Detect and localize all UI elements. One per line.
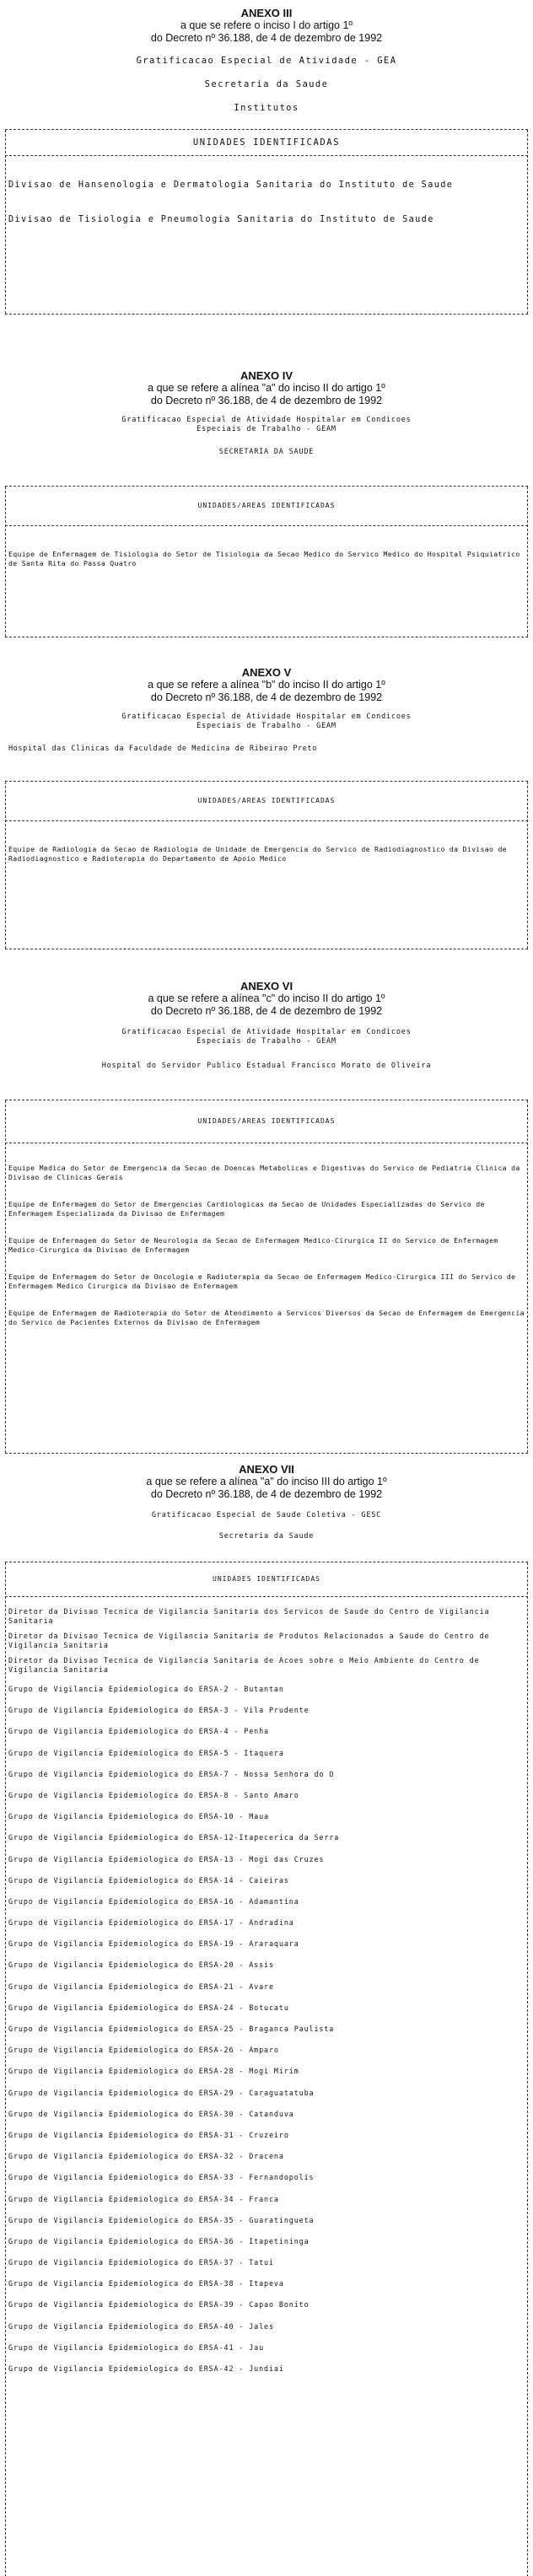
- anexo-vii-group-row: Grupo de Vigilancia Epidemiologica do ERSA-38 - Itapeva: [8, 2279, 284, 2288]
- anexo-vii-ref-line-1: a que se refere a alínea "a" do inciso III do artigo 1º: [146, 1476, 387, 1487]
- anexo-iv-ref-line-1: a que se refere a alínea "a" do inciso II do artigo 1º: [148, 382, 385, 394]
- anexo-iii-row: Divisao de Tisiologia e Pneumologia Sanitaria do Instituto de Saude: [8, 215, 434, 224]
- anexo-vii-group-row: Grupo de Vigilancia Epidemiologica do ERSA-29 - Caraguatatuba: [8, 2088, 315, 2097]
- anexo-vii-group-row: Grupo de Vigilancia Epidemiologica do ERSA-28 - Mogi Mirim: [8, 2067, 299, 2076]
- anexo-iii-ref-line-2: do Decreto nº 36.188, de 4 de dezembro de 1992: [150, 32, 383, 44]
- anexo-vii-group-row: Grupo de Vigilancia Epidemiologica do ERSA-21 - Avare: [8, 1982, 274, 1991]
- anexo-vii-group-row: Grupo de Vigilancia Epidemiologica do ERSA-36 - Itapetininga: [8, 2236, 310, 2245]
- anexo-v-ref-line-2: do Decreto nº 36.188, de 4 de dezembro de 1992: [150, 691, 383, 703]
- anexo-vi: [0, 980, 533, 1454]
- anexo-vii-title: ANEXO VII: [239, 1463, 294, 1476]
- anexo-vi-row: Equipe de Enfermagem de Radioterapia do Setor de Atendimento a Servicos Diversos da Secao de Enfermagem de Emergencia do Servico de Pacientes Externos da Divisao de Enfermagem: [8, 1309, 530, 1326]
- anexo-iv-sub-2: Especiais de Trabalho - GEAM: [197, 425, 336, 433]
- anexo-v-title: ANEXO V: [241, 666, 292, 679]
- anexo-vii-group-row: Grupo de Vigilancia Epidemiologica do ERSA-12-Itapecerica da Serra: [8, 1833, 340, 1842]
- anexo-iv-secretaria: SECRETARIA DA SAUDE: [218, 448, 315, 456]
- anexo-iii-institutos: Institutos: [234, 103, 299, 113]
- anexo-vii-group-row: Grupo de Vigilancia Epidemiologica do ERSA-8 - Santo Amaro: [8, 1790, 299, 1799]
- anexo-iii-row: Divisao de Hansenologia e Dermatologia Sanitaria do Instituto de Saude: [8, 180, 454, 190]
- anexo-vii-row: Diretor da Divisao Tecnica de Vigilancia Sanitaria de Acoes sobre o Meio Ambiente do Centro de Vigilancia Sanitaria: [8, 1656, 485, 1674]
- anexo-v-table: [5, 781, 528, 949]
- anexo-vii-subtitle: Gratificacao Especial de Saude Coletiva - GESC: [151, 1511, 382, 1519]
- anexo-vi-table-header: UNIDADES/AREAS IDENTIFICADAS: [5, 1100, 528, 1143]
- anexo-vii-group-row: Grupo de Vigilancia Epidemiologica do ERSA-2 - Butantan: [8, 1685, 284, 1693]
- anexo-vii-table-header: UNIDADES IDENTIFICADAS: [5, 1562, 528, 1597]
- anexo-iv-row: Equipe de Enfermagem de Tisiologia do Setor de Tisiologia da Secao Medico do Servico Medico do Hospital Psiquiatrico de Santa Rita do Passa Quatro: [8, 550, 525, 567]
- anexo-iii: [0, 7, 533, 315]
- anexo-vii-group-row: Grupo de Vigilancia Epidemiologica do ERSA-4 - Penha: [8, 1727, 269, 1736]
- anexo-vii-group-row: Grupo de Vigilancia Epidemiologica do ERSA-25 - Braganca Paulista: [8, 2025, 335, 2033]
- anexo-vii-group-row: Grupo de Vigilancia Epidemiologica do ERSA-3 - Vila Prudente: [8, 1706, 310, 1715]
- anexo-iv-title: ANEXO IV: [240, 369, 293, 382]
- anexo-vii-group-row: Grupo de Vigilancia Epidemiologica do ERSA-7 - Nossa Senhora do O: [8, 1769, 335, 1778]
- anexo-vii-group-row: Grupo de Vigilancia Epidemiologica do ERSA-39 - Capao Bonito: [8, 2300, 310, 2310]
- anexo-vii-group-row: Grupo de Vigilancia Epidemiologica do ERSA-31 - Cruzeiro: [8, 2130, 289, 2139]
- anexo-iii-subtitle: Gratificacao Especial de Atividade - GEA: [136, 56, 397, 66]
- anexo-vi-sub-1: Gratificacao Especial de Atividade Hospitalar em Condicoes: [121, 1028, 412, 1036]
- anexo-vii-group-row: Grupo de Vigilancia Epidemiologica do ERSA-37 - Tatui: [8, 2258, 274, 2267]
- anexo-vi-ref-line-1: a que se refere a alínea "c" do inciso II do artigo 1º: [148, 992, 385, 1004]
- anexo-vi-title: ANEXO VI: [240, 980, 293, 992]
- anexo-vii-table: [5, 1562, 528, 2576]
- anexo-vii-group-row: Grupo de Vigilancia Epidemiologica do ERSA-24 - Botucatu: [8, 2003, 289, 2012]
- anexo-v-sub-2: Especiais de Trabalho - GEAM: [197, 722, 336, 730]
- anexo-vii-group-row: Grupo de Vigilancia Epidemiologica do ERSA-42 - Jundiai: [8, 2364, 284, 2373]
- anexo-vii-row: Diretor da Divisao Tecnica de Vigilancia Sanitaria dos Servicos de Saude do Centro de Vigilancia Sanitaria: [8, 1607, 495, 1625]
- anexo-vii-group-row: Grupo de Vigilancia Epidemiologica do ERSA-30 - Catanduva: [8, 2109, 294, 2118]
- anexo-vii-group-row: Grupo de Vigilancia Epidemiologica do ERSA-17 - Andradina: [8, 1918, 294, 1928]
- anexo-iv-table-header: UNIDADES/AREAS IDENTIFICADAS: [5, 487, 528, 526]
- anexo-v: [0, 666, 533, 949]
- anexo-iii-ref-line-1: a que se refere o inciso I do artigo 1º: [180, 19, 353, 31]
- anexo-v-row: Equipe de Radiologia da Secao de Radiologia de Unidade de Emergencia do Servico de Radiodiagnostico da Divisao de Radiodiagnostico e Radioterapia do Departamento de Apoio Medico: [8, 845, 512, 863]
- anexo-vii-group-row: Grupo de Vigilancia Epidemiologica do ERSA-10 - Maua: [8, 1812, 269, 1821]
- anexo-vii-group-row: Grupo de Vigilancia Epidemiologica do ERSA-33 - Fernandopolis: [8, 2173, 315, 2182]
- anexo-iii-secretaria: Secretaria da Saude: [204, 79, 329, 89]
- anexo-vii-group-row: Grupo de Vigilancia Epidemiologica do ERSA-26 - Amparo: [8, 2046, 279, 2055]
- anexo-vii-group-row: Grupo de Vigilancia Epidemiologica do ERSA-13 - Mogi das Cruzes: [8, 1854, 325, 1863]
- anexo-vii-group-row: Grupo de Vigilancia Epidemiologica do ERSA-32 - Dracena: [8, 2152, 284, 2161]
- anexo-vii-group-row: Grupo de Vigilancia Epidemiologica do ERSA-35 - Guaratingueta: [8, 2215, 315, 2224]
- anexo-iii-table-header: UNIDADES IDENTIFICADAS: [5, 130, 528, 156]
- anexo-vi-hospital: Hospital do Servidor Publico Estadual Francisco Morato de Oliveira: [101, 1062, 432, 1070]
- anexo-vii-group-row: Grupo de Vigilancia Epidemiologica do ERSA-14 - Caieiras: [8, 1875, 289, 1885]
- anexo-vii: [0, 1463, 533, 2576]
- anexo-vi-row: Equipe Medica do Setor de Emergencia da Secao de Doencas Metabolicas e Digestivas do Servico de Pediatria Clinica da Divisao de Clinicas Gerais: [8, 1164, 525, 1181]
- anexo-v-table-header: UNIDADES/AREAS IDENTIFICADAS: [5, 782, 528, 821]
- anexo-vi-table: [5, 1100, 528, 1454]
- anexo-iv-table: [5, 486, 528, 637]
- anexo-v-sub-1: Gratificacao Especial de Atividade Hospitalar em Condicoes: [121, 713, 412, 721]
- anexo-v-ref-line-1: a que se refere a alínea "b" do inciso II do artigo 1º: [148, 679, 385, 691]
- anexo-vii-group-row: Grupo de Vigilancia Epidemiologica do ERSA-16 - Adamantina: [8, 1896, 299, 1906]
- anexo-vii-group-row: Grupo de Vigilancia Epidemiologica do ERSA-20 - Assis: [8, 1960, 274, 1970]
- anexo-vii-group-row: Grupo de Vigilancia Epidemiologica do ERSA-41 - Jau: [8, 2342, 265, 2352]
- anexo-vii-ref-line-2: do Decreto nº 36.188, de 4 de dezembro de 1992: [150, 1488, 383, 1500]
- anexo-iv: [0, 369, 533, 637]
- anexo-vi-row: Equipe de Enfermagem do Setor de Emergencias Cardiologicas da Secao de Unidades Especializadas do Servico de Enfermagem Especializada da Divisao de Enfermagem: [8, 1200, 489, 1218]
- anexo-v-hospital: Hospital das Clinicas da Faculdade de Medicina de Ribeirao Preto: [8, 745, 317, 753]
- anexo-iii-table: [5, 129, 528, 315]
- anexo-vi-ref-line-2: do Decreto nº 36.188, de 4 de dezembro de 1992: [150, 1005, 383, 1017]
- anexo-vii-group-list: [5, 1679, 528, 2380]
- anexo-vii-secretaria: Secretaria da Saude: [218, 1532, 315, 1541]
- anexo-iv-sub-1: Gratificacao Especial de Atividade Hospitalar em Condicoes: [121, 416, 412, 424]
- anexo-vii-group-row: Grupo de Vigilancia Epidemiologica do ERSA-40 - Jales: [8, 2321, 274, 2331]
- anexo-vii-group-row: Grupo de Vigilancia Epidemiologica do ERSA-34 - Franca: [8, 2194, 279, 2203]
- anexo-vii-group-row: Grupo de Vigilancia Epidemiologica do ERSA-5 - Itaquera: [8, 1748, 284, 1757]
- anexo-vi-row: Equipe de Enfermagem do Setor de Neurologia da Secao de Enfermagem Medico-Cirurgica II do Servico de Enfermagem Medico-Cirurgica da Divisao de Enfermagem: [8, 1236, 503, 1254]
- anexo-vii-row: Diretor da Divisao Tecnica de Vigilancia Sanitaria de Produtos Relacionados a Saude do Centro de Vigilancia Sanitaria: [8, 1632, 495, 1649]
- anexo-vi-sub-2: Especiais de Trabalho - GEAM: [197, 1037, 336, 1046]
- anexo-iv-ref-line-2: do Decreto nº 36.188, de 4 de dezembro de 1992: [150, 395, 383, 406]
- anexo-vii-group-row: Grupo de Vigilancia Epidemiologica do ERSA-19 - Araraquara: [8, 1939, 299, 1949]
- anexo-iii-title: ANEXO III: [240, 7, 293, 19]
- anexo-vi-row: Equipe de Enfermagem do Setor de Oncologia e Radioterapia da Secao de Enfermagem Medico-Cirurgica III do Servico de Enfermagem Medico Cirurgica da Divisao de Enfermagem: [8, 1272, 520, 1290]
